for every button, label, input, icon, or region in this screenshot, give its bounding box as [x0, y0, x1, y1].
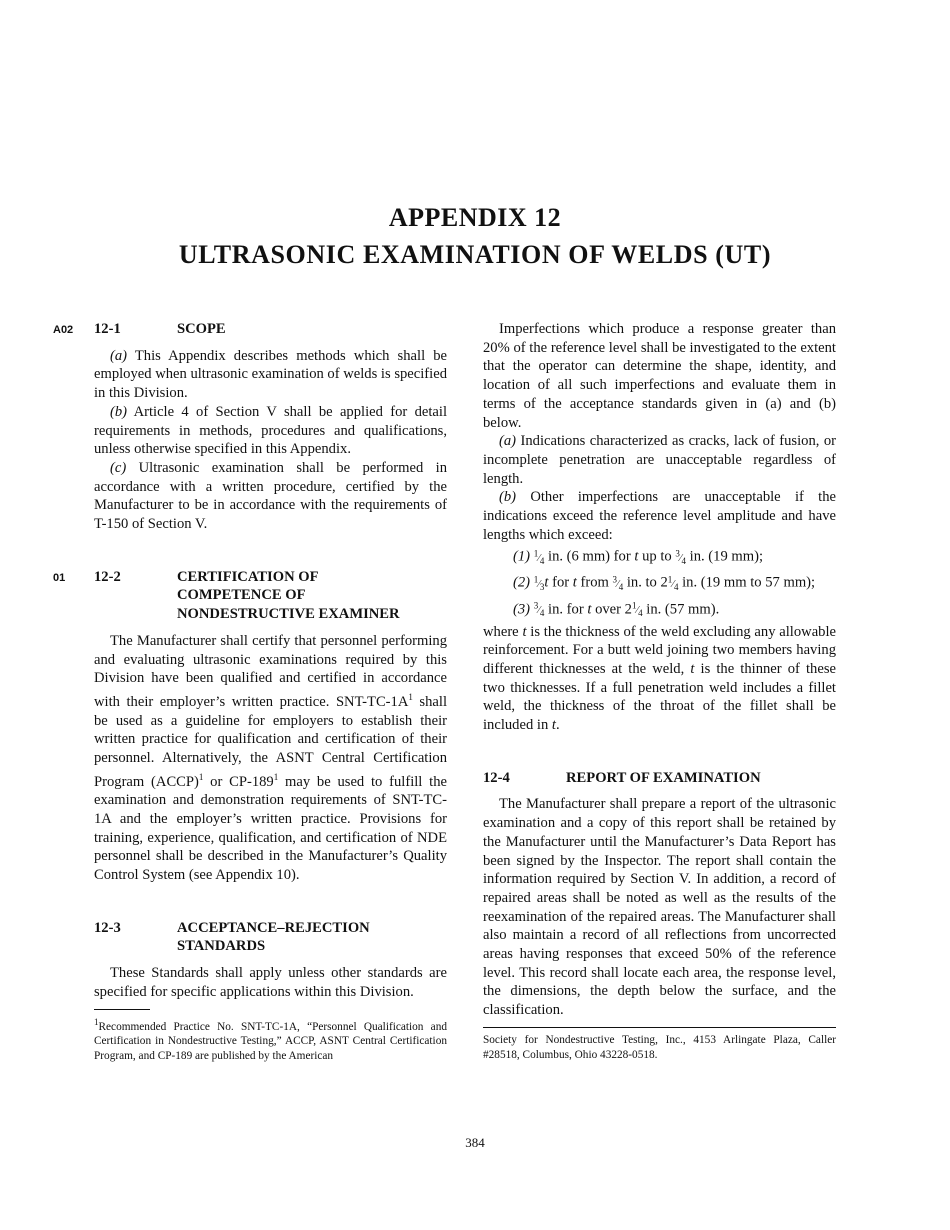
- label: (a): [110, 347, 128, 364]
- label: (c): [110, 459, 127, 476]
- text: in. (57 mm).: [646, 600, 720, 617]
- text: may be used to fulfill the examination and demonstration requirements of SNT-TC-1A and the employer’s written practice. Provisions for training, experience, qualification, and certification of NDE personnel shall be described in the Manufacturer’s Quality Control System (see Appendix 10).: [94, 773, 447, 883]
- text: in. (19 mm to 57 mm);: [682, 574, 816, 591]
- denominator: 4: [539, 607, 545, 618]
- label: (b): [499, 489, 517, 506]
- text: Article 4 of Section V shall be applied for detail requirements in methods, procedures and qualifications, unless otherwise specified in this Appendix.: [94, 403, 447, 458]
- text: in. to 2: [626, 574, 668, 591]
- denominator: 3: [539, 581, 545, 592]
- label: (3): [513, 600, 531, 617]
- variable: t: [690, 660, 695, 677]
- length-limit-2: [483, 570, 836, 596]
- text: This Appendix describes methods which shall be employed when ultrasonic examination of welds is specified in this Division.: [94, 347, 448, 402]
- page-number: 384: [465, 1135, 485, 1150]
- fraction-one-quarter: $^1⁄_4$: [533, 548, 545, 566]
- text: Indications characterized as cracks, lack of fusion, or incomplete penetration are unacceptable regardless of length.: [483, 433, 836, 487]
- text: .: [555, 717, 560, 734]
- variable: t: [634, 548, 639, 565]
- section-12-4-heading: [483, 769, 836, 788]
- thickness-definition: [483, 623, 836, 735]
- fraction-three-quarters: $^3⁄_4$: [612, 574, 624, 592]
- scope-paragraph-a: [94, 347, 447, 403]
- variable: t: [522, 623, 527, 640]
- numerator: 3: [675, 548, 680, 559]
- acceptance-paragraph-a: [483, 432, 836, 488]
- label: (2): [513, 574, 531, 591]
- label: (b): [110, 403, 128, 420]
- text: shall be used as a guideline for employers to establish their written practice for qualification and certification of their personnel. Alternatively, the ASNT Central Certification Program (ACCP): [94, 693, 447, 790]
- title-line: COMPETENCE OF: [177, 587, 306, 604]
- acceptance-paragraph-b: [483, 488, 836, 544]
- appendix-title: APPENDIX 12: [388, 203, 562, 232]
- right-column: [483, 320, 836, 1063]
- text: for: [552, 574, 570, 591]
- text: in. for: [548, 600, 584, 617]
- title-line: NONDESTRUCTIVE EXAMINER: [177, 606, 400, 623]
- acceptance-intro: These Standards shall apply unless other standards are specified for specific applications within this Division.: [94, 965, 447, 1000]
- fraction-one-quarter: $^1⁄_4$: [631, 600, 643, 618]
- section-title: SCOPE: [177, 321, 226, 337]
- numerator: 3: [533, 600, 539, 611]
- section-number: 12-3: [94, 919, 121, 936]
- variable: t: [551, 717, 556, 734]
- label: (a): [499, 433, 517, 450]
- text: is the thickness of the weld excluding any allowable reinforcement. For a butt weld joining two members having different thicknesses at the weld,: [483, 623, 836, 677]
- scope-paragraph-c: [94, 459, 447, 534]
- fraction-three-quarters: $^3⁄_4$: [533, 600, 545, 618]
- text: in. (19 mm);: [689, 548, 764, 565]
- revision-mark-a02: A02: [53, 324, 74, 336]
- title-line: STANDARDS: [177, 938, 266, 955]
- text: up to: [642, 548, 672, 565]
- footnote-1-part-2: Society for Nondestructive Testing, Inc., 4153 Arlingate Plaza, Caller #28518, Columbus, Ohio 43228-0518.: [483, 1033, 836, 1061]
- footnote-ref: 1: [198, 771, 204, 782]
- text: from: [580, 574, 609, 591]
- scope-paragraph-b: [94, 403, 447, 459]
- numerator: 1: [533, 548, 539, 559]
- text: Other imperfections are unacceptable if the indications exceed the reference level amplitude and have lengths which exceed:: [483, 489, 836, 543]
- variable: t: [544, 574, 549, 591]
- footnote-divider: [94, 1009, 150, 1010]
- text: or CP-189: [203, 773, 274, 790]
- section-12-3-heading: [94, 919, 447, 956]
- title-line: ACCEPTANCE–REJECTION: [177, 919, 370, 936]
- footnote-ref: 1: [273, 771, 279, 782]
- text: where: [483, 623, 519, 640]
- certification-paragraph: [94, 632, 447, 885]
- fraction-three-quarters: $^3⁄_4$: [675, 548, 686, 566]
- text: is the thinner of these two thicknesses. If a full penetration weld includes a fillet weld, the thickness of the throat of the fillet shall be included in: [483, 660, 836, 734]
- section-number: 12-2: [94, 568, 121, 585]
- length-limit-1: [513, 544, 836, 570]
- numerator: 1: [631, 600, 637, 611]
- report-paragraph: The Manufacturer shall prepare a report of the ultrasonic examination and a copy of this report shall be retained by the Manufacturer until the Manufacturer’s Data Report has been signed by the Inspector. The report shall contain the information required by Section V. In addition, a record of repaired areas shall be noted as well as the results of the reexamination of the repaired areas. The Manufacturer shall also maintain a record of all reflections from uncorrected areas having responses that exceed 50% of the reference level. This record shall locate each area, the response level, the dimensions, the depth below the surface, and the classification.: [483, 796, 836, 1019]
- numerator: 3: [612, 574, 618, 585]
- label: (1): [513, 548, 531, 565]
- section-title: REPORT OF EXAMINATION: [566, 769, 761, 786]
- denominator: 4: [638, 607, 643, 618]
- left-column: [53, 320, 448, 1064]
- footnote-divider: [483, 1027, 836, 1028]
- length-limit-3: [513, 597, 836, 623]
- variable: t: [572, 574, 577, 591]
- section-title: [177, 568, 447, 624]
- fraction-one-third: $^1⁄_3$: [533, 574, 545, 592]
- numerator: 1: [667, 574, 673, 585]
- section-12-1-heading: [53, 320, 447, 339]
- section-title: [177, 919, 447, 956]
- denominator: 4: [618, 581, 624, 592]
- title-line: CERTIFICATION OF: [177, 568, 319, 585]
- footnote-text: Recommended Practice No. SNT-TC-1A, “Personnel Qualification and Certification in Nondestructive Testing,” ACCP, ASNT Central Certification Program, and CP-189 are published by the American: [94, 1020, 447, 1063]
- section-number: 12-4: [483, 769, 510, 786]
- denominator: 4: [681, 555, 686, 566]
- revision-mark-01: 01: [53, 571, 66, 584]
- text: over 2: [595, 600, 632, 617]
- footnote-1-part-1: [94, 1015, 447, 1065]
- section-number: 12-1: [94, 321, 121, 337]
- imperfections-paragraph: Imperfections which produce a response greater than 20% of the reference level shall be investigated to the extent that the operator can determine the shape, identity, and location of all such imperfections and evaluate them in terms of the acceptance standards given in (a) and (b) below.: [483, 321, 836, 431]
- footnote-ref: 1: [408, 691, 413, 702]
- denominator: 4: [539, 555, 545, 566]
- text: The Manufacturer shall certify that personnel performing and evaluating ultrasonic examinations required by this Division have been qualified and certified in accordance with their employer’s written practice. SNT-TC-1A: [94, 632, 447, 710]
- denominator: 4: [673, 581, 679, 592]
- footnote-marker: 1: [94, 1016, 99, 1027]
- text: in. (6 mm) for: [548, 548, 631, 565]
- fraction-one-quarter: $^1⁄_4$: [667, 574, 679, 592]
- section-12-2-heading: [53, 568, 447, 624]
- variable: t: [587, 600, 592, 617]
- text: Ultrasonic examination shall be performed in accordance with a written procedure, certified by the Manufacturer to be in accordance with the requirements of T-150 of Section V.: [94, 459, 447, 533]
- appendix-subtitle: ULTRASONIC EXAMINATION OF WELDS (UT): [178, 240, 772, 269]
- numerator: 1: [533, 574, 539, 585]
